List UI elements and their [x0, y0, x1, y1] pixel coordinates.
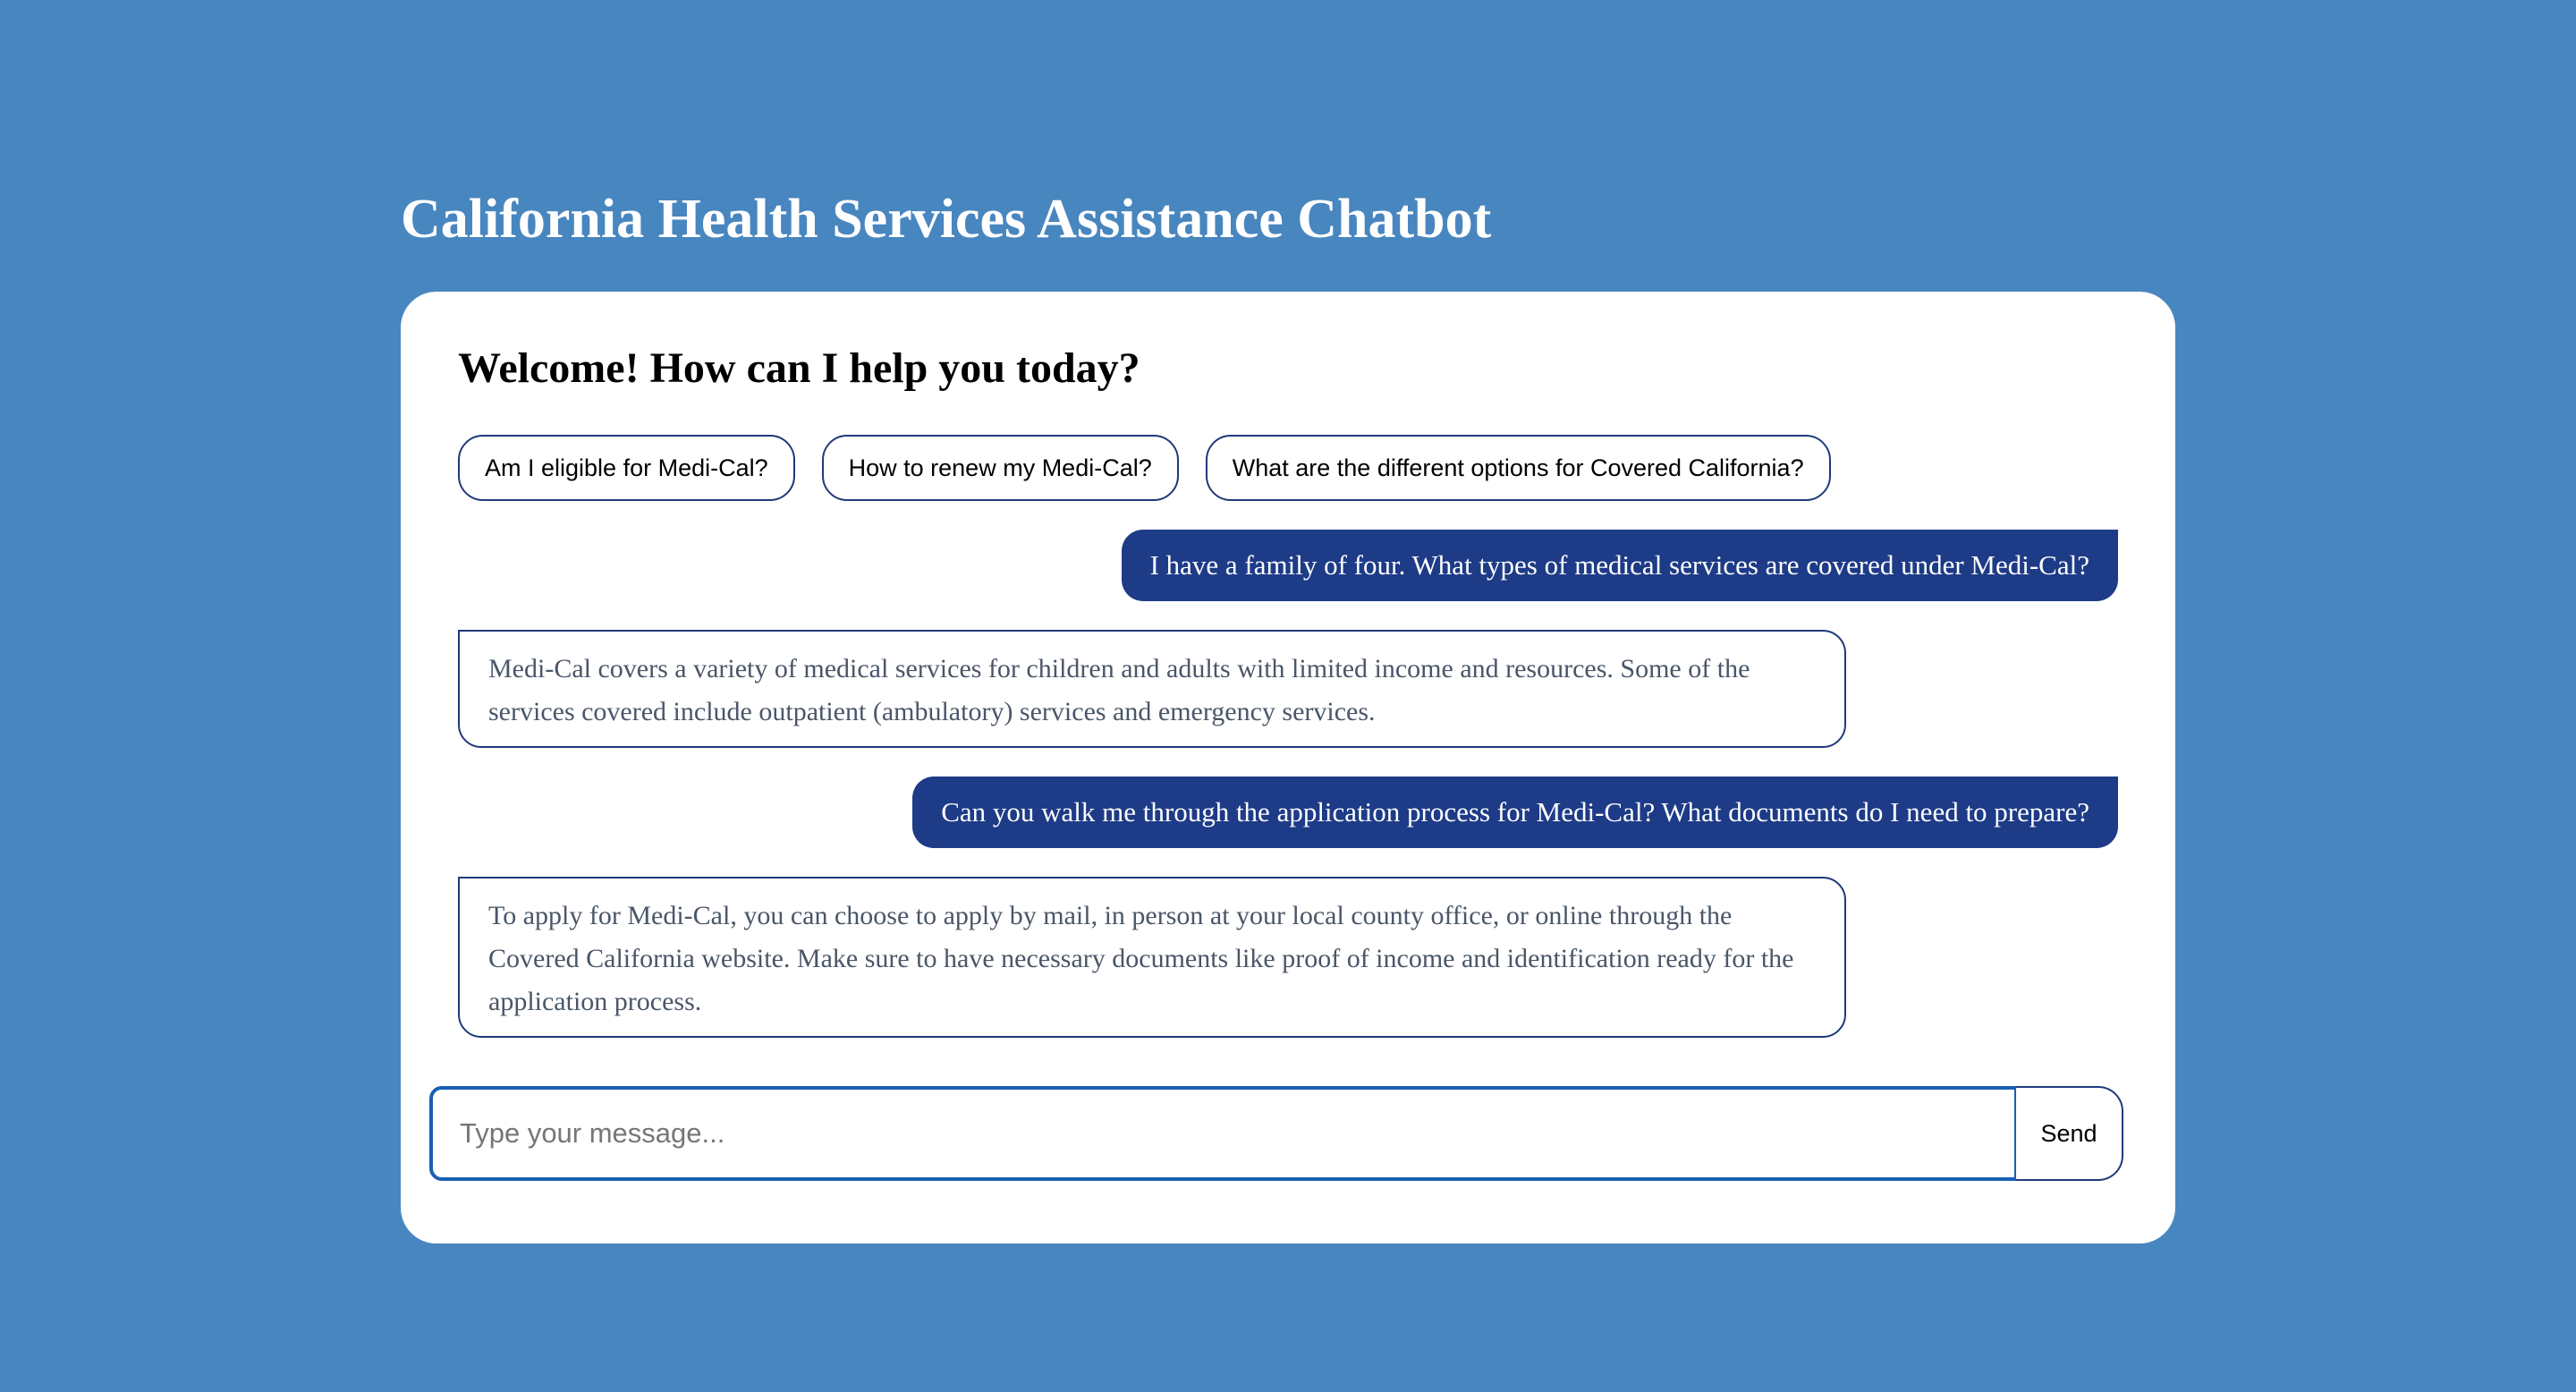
user-message: Can you walk me through the application process for Medi-Cal? What documents do I need to prepare? [912, 777, 2118, 848]
send-button[interactable]: Send [2016, 1086, 2123, 1181]
message-input[interactable] [429, 1086, 2018, 1181]
message-composer [429, 1086, 2123, 1181]
welcome-heading: Welcome! How can I help you today? [458, 344, 1140, 392]
page-title: California Health Services Assistance Chatbot [401, 189, 1492, 250]
bot-message: Medi-Cal covers a variety of medical services for children and adults with limited income and resources. Some of the services covered include outpatient (ambulatory) services and emergency services. [458, 630, 1846, 748]
user-message: I have a family of four. What types of medical services are covered under Medi-Cal? [1122, 530, 2118, 601]
quick-reply-list [458, 435, 1831, 501]
chat-container [401, 292, 2175, 1243]
bot-message: To apply for Medi-Cal, you can choose to apply by mail, in person at your local county office, or online through the Covered California website. Make sure to have necessary documents like proof of income and identification ready for the application process. [458, 877, 1846, 1038]
quick-reply-renew[interactable]: How to renew my Medi-Cal? [822, 435, 1179, 501]
quick-reply-eligibility[interactable]: Am I eligible for Medi-Cal? [458, 435, 795, 501]
quick-reply-covered-california[interactable]: What are the different options for Covered California? [1206, 435, 1831, 501]
